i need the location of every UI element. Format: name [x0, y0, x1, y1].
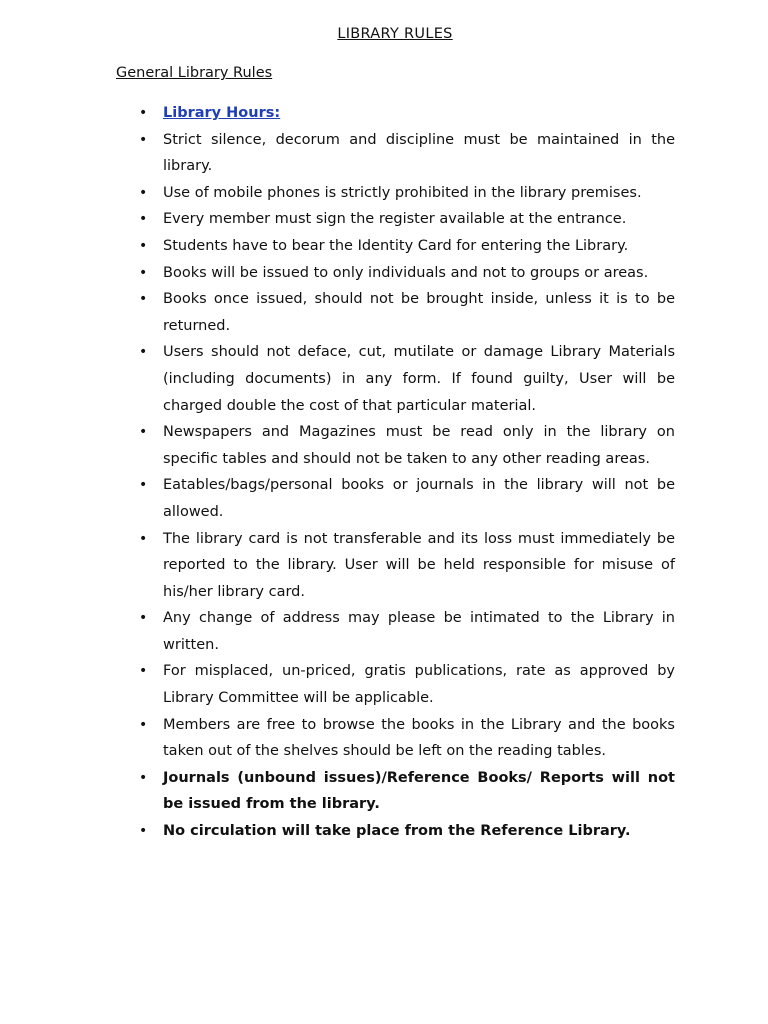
rules-list	[116, 100, 675, 845]
list-item	[116, 339, 675, 419]
list-item	[116, 286, 675, 339]
bullet-icon: •	[139, 211, 148, 228]
library-hours-link[interactable]: Library Hours:	[163, 105, 281, 121]
bullet-icon: •	[139, 716, 148, 733]
bullet-icon: •	[139, 291, 148, 308]
bullet-icon: •	[139, 105, 148, 121]
bullet-icon: •	[139, 131, 148, 148]
list-item	[116, 526, 675, 606]
bullet-icon: •	[139, 237, 148, 254]
rule-text: Every member must sign the register available at the entrance.	[163, 211, 627, 228]
list-item	[116, 658, 675, 711]
bullet-icon: •	[139, 823, 148, 840]
bullet-icon: •	[139, 663, 148, 680]
list-item	[116, 127, 675, 180]
bullet-icon: •	[139, 424, 148, 441]
rule-text: Books once issued, should not be brought inside, unless it is to be returned.	[163, 291, 675, 334]
rule-text: No circulation will take place from the Reference Library.	[163, 823, 631, 840]
list-item	[116, 712, 675, 765]
bullet-icon: •	[139, 530, 148, 547]
list-item	[116, 260, 675, 287]
bullet-icon: •	[139, 184, 148, 201]
rule-text: The library card is not transferable and its loss must immediately be reported to the library. User will be held responsible for misuse of his/her library card.	[163, 530, 675, 600]
list-item-library-hours[interactable]	[116, 100, 675, 127]
rule-text: Members are free to browse the books in the Library and the books taken out of the shelves should be left on the reading tables.	[163, 716, 675, 760]
bullet-icon: •	[139, 344, 148, 361]
list-item	[116, 605, 675, 658]
rule-text: Newspapers and Magazines must be read only in the library on specific tables and should not be taken to any other reading areas.	[163, 424, 675, 467]
bullet-icon: •	[139, 769, 148, 786]
list-item	[116, 419, 675, 472]
rule-text: Students have to bear the Identity Card for entering the Library.	[163, 237, 629, 254]
document-title: LIBRARY RULES	[337, 26, 453, 42]
rule-text: Eatables/bags/personal books or journals in the library will not be allowed.	[163, 477, 675, 520]
bullet-icon: •	[139, 477, 148, 494]
section-heading: General Library Rules	[116, 65, 273, 81]
rule-text: Books will be issued to only individuals and not to groups or areas.	[163, 264, 649, 281]
rule-text: Strict silence, decorum and discipline must be maintained in the library.	[163, 131, 675, 175]
bullet-icon: •	[139, 264, 148, 281]
bullet-icon: •	[139, 610, 148, 627]
rule-text: Users should not deface, cut, mutilate or damage Library Materials (including documents) in any form. If found guilty, User will be charged double the cost of that particular material.	[163, 344, 675, 414]
rule-text: For misplaced, un-priced, gratis publications, rate as approved by Library Committee will be applicable.	[163, 663, 675, 707]
list-item	[116, 180, 675, 207]
rule-text: Use of mobile phones is strictly prohibited in the library premises.	[163, 184, 642, 201]
rule-text: Journals (unbound issues)/Reference Books/ Reports will not be issued from the library.	[163, 769, 675, 813]
list-item	[116, 472, 675, 525]
list-item	[116, 765, 675, 818]
list-item	[116, 818, 675, 845]
list-item	[116, 206, 675, 233]
list-item	[116, 233, 675, 260]
rule-text: Any change of address may please be intimated to the Library in written.	[163, 610, 675, 653]
